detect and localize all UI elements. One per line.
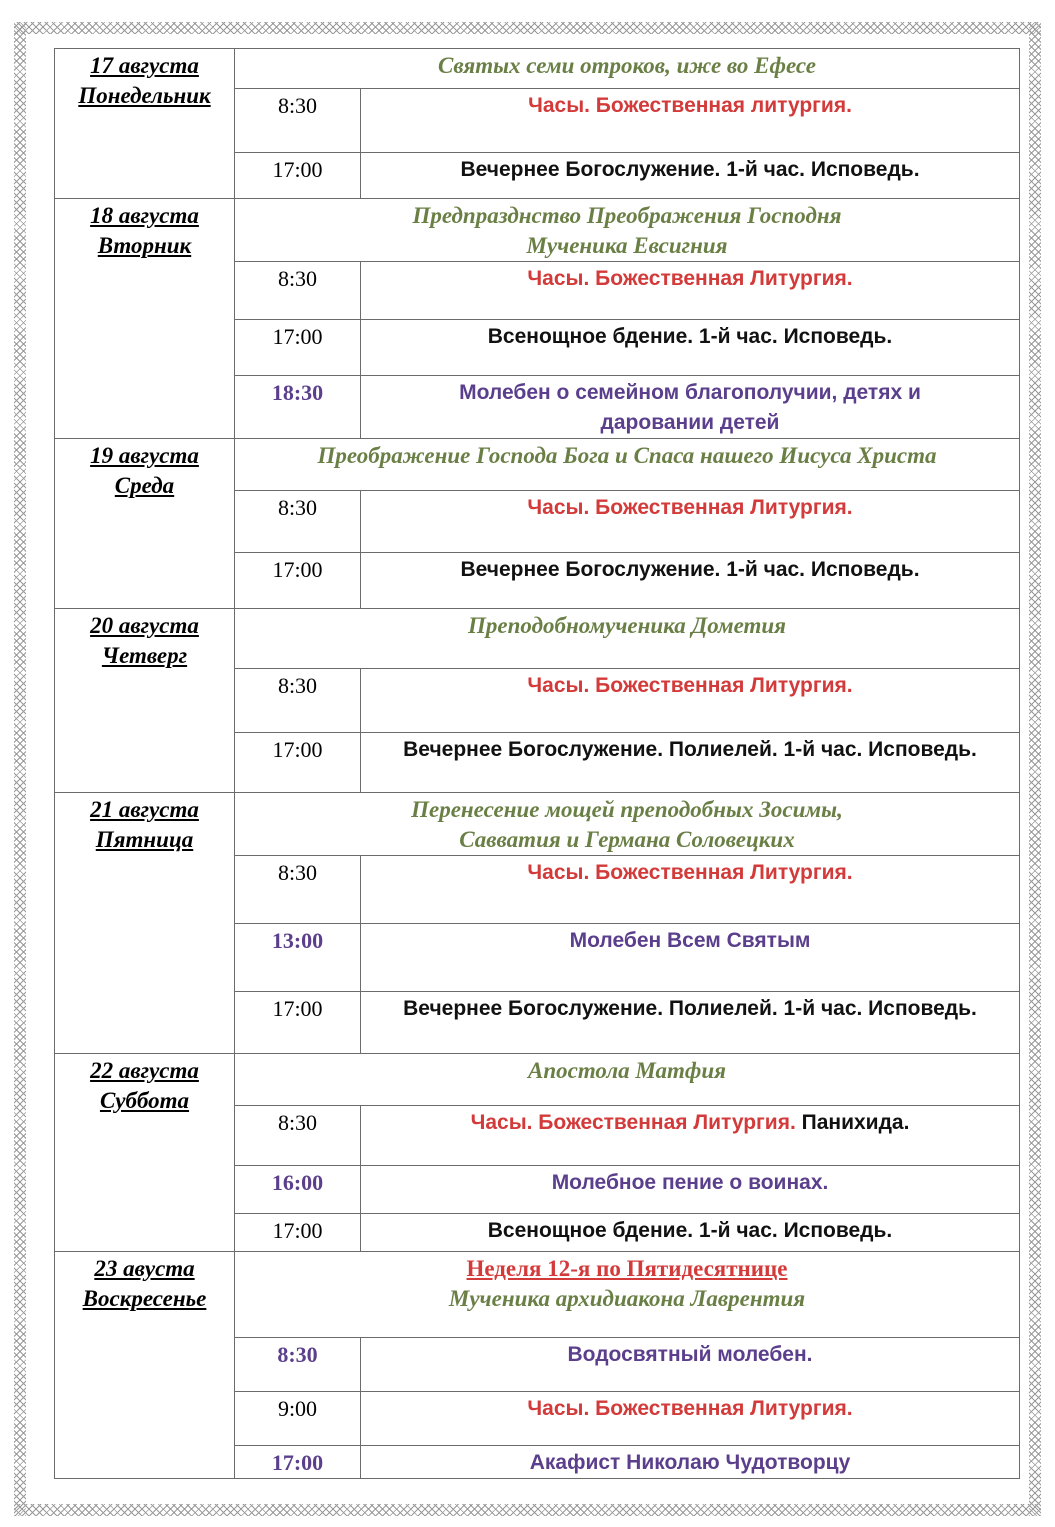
time-cell (235, 669, 361, 733)
service-text: Водосвятный молебен. (567, 1343, 813, 1366)
day-weekday: Среда (114, 473, 175, 498)
service-text: Часы. Божественная литургия. (528, 94, 852, 117)
service-description (361, 733, 1019, 765)
service-text: Часы. Божественная Литургия. (527, 1397, 853, 1420)
service-time: 8:30 (277, 266, 318, 291)
time-cell (235, 733, 361, 793)
time-cell (235, 376, 361, 439)
day-feast-row (55, 199, 1020, 262)
day-label (55, 199, 234, 261)
day-date: 19 августа (90, 443, 199, 468)
event-cell (361, 992, 1020, 1054)
time-cell (235, 924, 361, 992)
service-text: Часы. Божественная Литургия. (527, 267, 853, 290)
feast-line: Преподобномученика Дометия (467, 613, 787, 638)
time-cell (235, 1446, 361, 1479)
feast-line: Апостола Матфия (527, 1058, 727, 1083)
service-description (361, 669, 1019, 701)
service-text: Вечернее Богослужение. Полиелей. 1-й час. Исповедь. (403, 738, 977, 761)
service-time: 17:00 (272, 557, 323, 582)
event-cell (361, 924, 1020, 992)
service-description (361, 491, 1019, 523)
feast-title (235, 199, 1019, 261)
time-cell (235, 262, 361, 320)
service-description (361, 553, 1019, 585)
feast-cell (235, 49, 1020, 89)
feast-title (235, 793, 1019, 855)
border-left (14, 22, 26, 1516)
service-description (361, 1392, 1019, 1424)
day-label (55, 609, 234, 671)
day-feast-row (55, 1252, 1020, 1338)
feast-line: Святых семи отроков, иже во Ефесе (438, 53, 816, 78)
event-cell (361, 376, 1020, 439)
day-cell (55, 49, 235, 199)
border-top (14, 22, 1041, 34)
service-text: Часы. Божественная Литургия. (527, 674, 853, 697)
time-cell (235, 1392, 361, 1446)
day-weekday: Воскресенье (82, 1286, 207, 1311)
event-cell (361, 491, 1020, 553)
event-cell (361, 1338, 1020, 1392)
service-text: Вечернее Богослужение. Полиелей. 1-й час. Исповедь. (403, 997, 977, 1020)
event-cell (361, 153, 1020, 199)
feast-line: Предпразднство Преображения Господня (412, 203, 842, 228)
day-label (55, 1252, 234, 1314)
service-time: 17:00 (272, 1218, 323, 1243)
time-cell (235, 992, 361, 1054)
day-weekday: Пятница (95, 827, 194, 852)
day-date: 17 августа (90, 53, 199, 78)
day-cell (55, 1054, 235, 1252)
border-bottom (14, 1504, 1041, 1516)
service-time: 17:00 (271, 1450, 324, 1475)
service-time: 8:30 (277, 673, 318, 698)
day-date: 20 августа (90, 613, 199, 638)
feast-line: Мученика архидиакона Лаврентия (448, 1286, 806, 1311)
day-weekday: Вторник (97, 233, 192, 258)
time-cell (235, 856, 361, 924)
time-cell (235, 491, 361, 553)
day-label (55, 439, 234, 501)
feast-line: Савватия и Германа Соловецких (459, 827, 795, 852)
feast-cell (235, 199, 1020, 262)
feast-line: Преображение Господа Бога и Спаса нашего Иисуса Христа (317, 443, 937, 468)
event-cell (361, 89, 1020, 153)
time-cell (235, 153, 361, 199)
day-feast-row (55, 1054, 1020, 1106)
schedule-table (54, 48, 1020, 1479)
service-time: 16:00 (271, 1170, 324, 1195)
service-text: Молебен Всем Святым (569, 929, 811, 952)
service-description (361, 1446, 1019, 1478)
feast-title (235, 439, 1019, 471)
service-text: Молебен о семейном благополучии, детях и даровании детей (459, 381, 921, 434)
service-time: 8:30 (277, 860, 318, 885)
service-time: 13:00 (271, 928, 324, 953)
feast-title (235, 609, 1019, 641)
service-time: 17:00 (272, 157, 323, 182)
day-date: 23 авуста (94, 1256, 195, 1281)
service-time: 8:30 (277, 495, 318, 520)
day-label (55, 1054, 234, 1116)
service-description (361, 1106, 1019, 1138)
day-feast-row (55, 793, 1020, 856)
event-cell (361, 733, 1020, 793)
feast-cell (235, 793, 1020, 856)
event-cell (361, 320, 1020, 376)
time-cell (235, 1166, 361, 1214)
service-description (361, 89, 1019, 121)
time-cell (235, 1338, 361, 1392)
day-date: 18 августа (90, 203, 199, 228)
sunday-title: Неделя 12-я по Пятидесятнице (466, 1256, 788, 1281)
feast-title (235, 1252, 1019, 1314)
service-text: Акафист Николаю Чудотворцу (529, 1451, 851, 1474)
day-cell (55, 1252, 235, 1479)
service-description (361, 924, 1019, 956)
event-cell (361, 1106, 1020, 1166)
service-text: Часы. Божественная Литургия. (527, 861, 853, 884)
event-cell (361, 856, 1020, 924)
feast-cell (235, 609, 1020, 669)
feast-line: Мученика Евсигния (526, 233, 728, 258)
service-time: 17:00 (272, 737, 323, 762)
service-time: 8:30 (277, 1110, 318, 1135)
service-text: Молебное пение о воинах. (551, 1171, 829, 1194)
border-right (1029, 22, 1041, 1516)
day-feast-row (55, 439, 1020, 491)
day-cell (55, 199, 235, 439)
time-cell (235, 1106, 361, 1166)
event-cell (361, 1446, 1020, 1479)
service-time: 9:00 (277, 1396, 318, 1421)
time-cell (235, 89, 361, 153)
day-feast-row (55, 49, 1020, 89)
event-cell (361, 262, 1020, 320)
service-description (361, 376, 1019, 438)
event-cell (361, 553, 1020, 609)
service-text: Часы. Божественная Литургия. (527, 496, 853, 519)
day-feast-row (55, 609, 1020, 669)
day-cell (55, 609, 235, 793)
service-text: Панихида. (795, 1111, 910, 1134)
service-time: 18:30 (271, 380, 324, 405)
day-date: 21 августа (90, 797, 199, 822)
service-text: Вечернее Богослужение. 1-й час. Исповедь. (460, 158, 920, 181)
feast-cell (235, 439, 1020, 491)
service-text: Всенощное бдение. 1-й час. Исповедь. (487, 325, 893, 348)
service-description (361, 1214, 1019, 1246)
service-description (361, 262, 1019, 294)
service-text: Часы. Божественная Литургия. (470, 1111, 796, 1134)
day-cell (55, 439, 235, 609)
time-cell (235, 320, 361, 376)
feast-line: Перенесение мощей преподобных Зосимы, (411, 797, 843, 822)
day-label (55, 793, 234, 855)
day-date: 22 августа (90, 1058, 199, 1083)
service-text: Вечернее Богослужение. 1-й час. Исповедь. (460, 558, 920, 581)
event-cell (361, 1214, 1020, 1252)
service-description (361, 153, 1019, 185)
event-cell (361, 669, 1020, 733)
feast-title (235, 49, 1019, 81)
day-label (55, 49, 234, 111)
day-weekday: Понедельник (78, 83, 211, 108)
event-cell (361, 1392, 1020, 1446)
feast-cell (235, 1252, 1020, 1338)
service-time: 17:00 (272, 996, 323, 1021)
service-description (361, 320, 1019, 352)
time-cell (235, 1214, 361, 1252)
day-weekday: Четверг (101, 643, 188, 668)
feast-title (235, 1054, 1019, 1086)
service-time: 8:30 (277, 93, 318, 118)
event-cell (361, 1166, 1020, 1214)
day-weekday: Суббота (99, 1088, 190, 1113)
day-cell (55, 793, 235, 1054)
service-time: 8:30 (277, 1342, 318, 1367)
service-description (361, 856, 1019, 888)
service-time: 17:00 (272, 324, 323, 349)
time-cell (235, 553, 361, 609)
feast-cell (235, 1054, 1020, 1106)
service-description (361, 1338, 1019, 1370)
service-text: Всенощное бдение. 1-й час. Исповедь. (487, 1219, 893, 1242)
service-description (361, 1166, 1019, 1198)
service-description (361, 992, 1019, 1024)
